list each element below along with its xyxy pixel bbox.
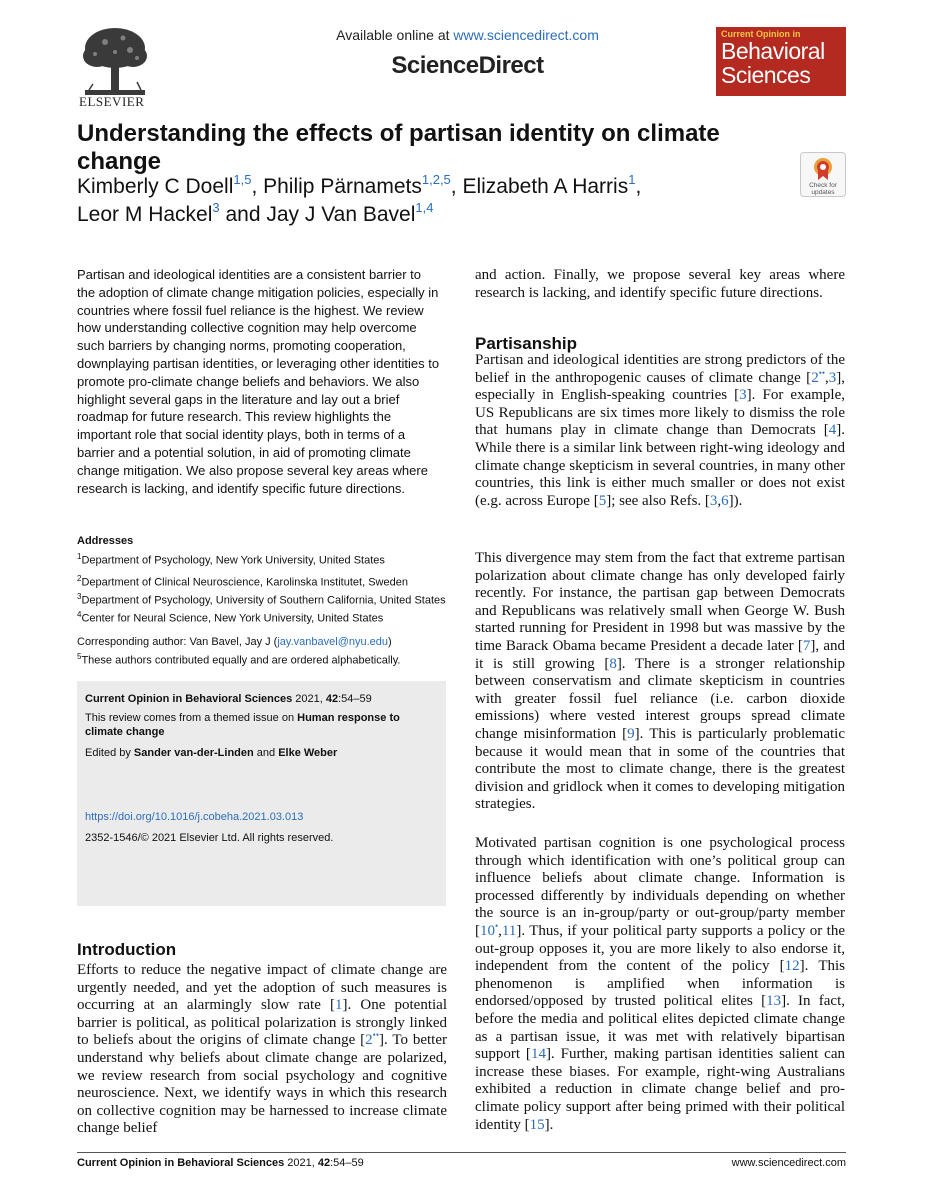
partisanship-paragraph-3 (475, 835, 845, 1134)
text-run: , (825, 369, 829, 386)
citation-link[interactable]: 11 (501, 922, 517, 939)
author-affiliation[interactable]: 3 (212, 200, 220, 215)
footer-citation (77, 1157, 364, 1169)
journal-badge-line1: Behavioral (721, 38, 825, 64)
author-name: Jay J Van Bavel (266, 203, 416, 226)
info-doi (85, 810, 438, 824)
citation-marker: • (495, 920, 499, 931)
text-run: Efforts to reduce the negative impact of climate change are urgently needed, and yet the adoption of such measures is occurring at an alarmingly slow rate [ (77, 962, 447, 1014)
address-item (77, 608, 447, 626)
journal-badge-line2: Sciences (721, 62, 811, 88)
text-run: ]. (544, 1116, 554, 1133)
equal-contribution-note (77, 650, 447, 668)
citation-link[interactable]: 5 (598, 492, 607, 509)
author-name: Leor M Hackel (77, 203, 213, 226)
address-number: 2 (77, 573, 82, 583)
info-editor: Sander van-der-Linden (133, 747, 254, 759)
text-run: Motivated partisan cognition is one psychological process through which identification with one’s political group can influence beliefs about climate change. Information is processed differently by individuals depending on whether the source is an in-group/party or out-group/party member [ (475, 835, 845, 939)
text-run: ]. In fact, before the media and political elites depicted climate change as a partisan issue, it was met with relatively bipartisan support [ (475, 993, 845, 1063)
journal-badge-small: Current Opinion in (721, 29, 801, 39)
introduction-heading: Introduction (77, 940, 177, 959)
author-list (77, 173, 777, 229)
author-separator: , (450, 175, 463, 198)
text-run: ]. For example, US Republicans are six times more likely to dismiss the role that humans play in climate change than Democrats [ (475, 387, 845, 439)
elsevier-tree-icon (75, 24, 153, 100)
info-volume: 42 (325, 693, 339, 705)
text-run: This divergence may stem from the fact that extreme partisan polarization about climate change has only developed fairly recently. For instance, the partisan gap between Democrats and Republicans was relatively small when George W. Bush started running for President in 1998 but was massive by the time Barack Obama became President a decade later [ (475, 550, 845, 654)
text-run: ]. This is particularly problematic because it would mean that in some of the countries that contribute the most to climate change, there is the greatest division and gridlock when it comes to developing mitigation strategies. (475, 725, 845, 813)
citation-link[interactable]: 7 (802, 637, 811, 654)
citation-link[interactable]: 6 (721, 492, 729, 509)
footer-volume: 42 (317, 1157, 331, 1169)
footer-pages: :54–59 (330, 1157, 364, 1169)
text-run: ]; see also Refs. [ (606, 492, 710, 509)
corresponding-author (77, 636, 447, 650)
doi-link[interactable]: https://doi.org/10.1016/j.cobeha.2021.03.013 (85, 811, 304, 823)
abstract: Partisan and ideological identities are a consistent barrier to the adoption of climate change mitigation policies, especially in countries where fossil fuel reliance is the highest. We review how understanding collective cognition may help overcome such barriers by changing norms, promoting cooperation, downplaying partisan identities, or leveraging other identities to promote pro-climate change beliefs and behaviors. We also highlight several gaps in the literature and lay out a brief roadmap for future research. This review highlights the important role that social identity plays, both in terms of a barrier and a potential solution, in aid of promoting climate change mitigation. We also propose several key areas where research is lacking, and identify specific future directions. (77, 267, 440, 496)
footer-year: 2021, (284, 1157, 318, 1169)
address-item (77, 572, 447, 590)
info-edited-and: and (253, 747, 279, 759)
partisanship-heading: Partisanship (475, 334, 578, 353)
info-year: 2021, (292, 693, 326, 705)
footer-site-link[interactable]: www.sciencedirect.com (731, 1157, 846, 1169)
info-theme-prefix: This review comes from a themed issue on (85, 712, 298, 724)
journal-badge (716, 27, 846, 96)
citation-link[interactable]: 8 (609, 655, 617, 672)
text-run: ]. Further, making partisan identities salient can increase these biases. For example, right-wing Australians exhibited a reduction in climate change belief and pro-climate policy support after being primed with their political identity [ (475, 1046, 845, 1133)
article-info-box (77, 681, 446, 906)
address-text: Department of Clinical Neuroscience, Karolinska Institutet, Sweden (81, 576, 408, 589)
author-affiliation[interactable]: 1,2,5 (421, 172, 451, 187)
text-run: ]). (728, 492, 743, 509)
availability-line (250, 27, 685, 43)
citation-link[interactable]: 12 (784, 958, 800, 975)
info-citation (85, 692, 438, 706)
address-text: Department of Psychology, University of Southern California, United States (81, 594, 446, 607)
address-text: Department of Psychology, New York University, United States (81, 554, 385, 567)
citation-number: 2 (811, 369, 819, 386)
address-item (77, 590, 447, 608)
text-run: ]. To better understand why beliefs about climate change are polarized, we review research from social psychology and cognitive neuroscience. Next, we identify ways in which this research on collective cognition may be harnessed to increase climate change belief (77, 1032, 447, 1137)
note-number: 5 (77, 651, 82, 661)
check-updates-label (801, 182, 845, 196)
author-affiliation[interactable]: 1 (628, 172, 636, 187)
citation-link[interactable]: 15 (529, 1116, 545, 1133)
info-theme (85, 711, 438, 739)
text-run: ]. Thus, if your political party supports a policy or the out-group opposes it, you are more likely to also endorse it, independent from the content of the policy [ (475, 922, 845, 975)
publisher-name: ELSEVIER (79, 94, 145, 109)
availability-prefix: Available online at (336, 27, 454, 43)
citation-link[interactable]: 14 (530, 1046, 546, 1063)
footer-journal: Current Opinion in Behavioral Sciences (77, 1157, 285, 1169)
partisanship-paragraph-1 (475, 352, 845, 510)
author-name: Philip Pärnamets (263, 175, 422, 198)
addresses (77, 535, 447, 668)
platform-title: ScienceDirect (391, 52, 544, 79)
text-run: Partisan and ideological identities are strong predictors of the belief in the anthropogenic causes of climate change [ (475, 352, 845, 386)
author-name: Kimberly C Doell (77, 175, 234, 198)
address-number: 4 (77, 609, 82, 619)
author-name: Elizabeth A Harris (462, 175, 629, 198)
citation-marker: •• (818, 367, 825, 378)
address-item (77, 550, 447, 568)
info-pages: :54–59 (338, 693, 372, 705)
check-updates-line1: Check for (809, 182, 837, 189)
article-title: Understanding the effects of partisan identity on climate change (77, 120, 720, 175)
citation-link[interactable] (811, 367, 825, 386)
citation-number: 10 (480, 922, 495, 939)
info-theme-name: Human response to climate change (85, 712, 400, 738)
citation-link[interactable]: 3 (739, 387, 747, 404)
info-editor: Elke Weber (278, 747, 338, 759)
author-affiliation[interactable]: 1,5 (233, 172, 252, 187)
corresponding-prefix: Corresponding author: Van Bavel, Jay J ( (77, 636, 278, 649)
info-editors (85, 746, 438, 760)
info-journal: Current Opinion in Behavioral Sciences (85, 693, 293, 705)
address-number: 3 (77, 591, 82, 601)
introduction-paragraph (77, 962, 447, 1138)
address-text: Center for Neural Science, New York University, United States (81, 612, 384, 625)
check-updates-line2: updates (811, 189, 835, 196)
citation-link[interactable]: 3 (709, 492, 718, 509)
text-run: ]. While there is a similar link between right-wing ideology and climate change skepticism in several countries, in many other countries, this link is either much smaller or does not exist (e.g. across Europe [ (475, 422, 845, 509)
addresses-heading: Addresses (77, 535, 134, 547)
address-number: 1 (77, 551, 82, 561)
citation-link[interactable] (480, 920, 499, 939)
citation-link[interactable] (365, 1032, 379, 1048)
text-run: ]. This phenomenon is amplified when information is endorsed/opposed by trusted political elites [ (475, 958, 845, 1010)
info-rights: 2352-1546/© 2021 Elsevier Ltd. All rights reserved. (85, 832, 334, 844)
text-run: , (498, 922, 502, 939)
citation-number: 2 (365, 1032, 373, 1049)
bookmark-ribbon-icon (812, 157, 834, 181)
citation-link[interactable]: 4 (828, 422, 837, 439)
note-text: These authors contributed equally and are ordered alphabetically. (81, 654, 401, 667)
citation-marker: •• (372, 1030, 379, 1041)
check-for-updates-button[interactable] (800, 152, 846, 197)
text-run: ]. There is a stronger relationship between conservatism and climate skepticism in countries with greater fossil fuel reliance (i.e. carbon dioxide emissions) where vested interest groups spread climate change misinformation [ (475, 655, 845, 742)
author-separator: , (635, 175, 642, 198)
text-run: ], and it is still growing [ (475, 637, 845, 672)
continuation-paragraph: and action. Finally, we propose several key areas where research is lacking, and identify specific future directions. (475, 267, 845, 301)
author-separator: and (219, 203, 267, 226)
citation-link[interactable]: 9 (627, 725, 635, 742)
text-run: , (717, 492, 722, 509)
author-separator: , (251, 175, 264, 198)
corresponding-suffix: ) (388, 636, 392, 649)
sciencedirect-link[interactable]: www.sciencedirect.com (453, 27, 599, 43)
text-run: ]. One potential barrier is political, as political polarization is strongly linked to beliefs about the origins of climate change [ (77, 997, 447, 1049)
footer-divider (77, 1152, 846, 1153)
partisanship-paragraph-2 (475, 550, 845, 814)
citation-link[interactable]: 1 (335, 997, 343, 1014)
info-edited-prefix: Edited by (85, 747, 134, 759)
corresponding-email-link[interactable]: jay.vanbavel@nyu.edu (277, 636, 389, 649)
citation-link[interactable]: 13 (766, 993, 782, 1010)
author-affiliation[interactable]: 1,4 (415, 200, 434, 215)
citation-link[interactable]: 3 (828, 369, 837, 386)
text-run: ], especially in English-speaking countries [ (475, 369, 845, 404)
